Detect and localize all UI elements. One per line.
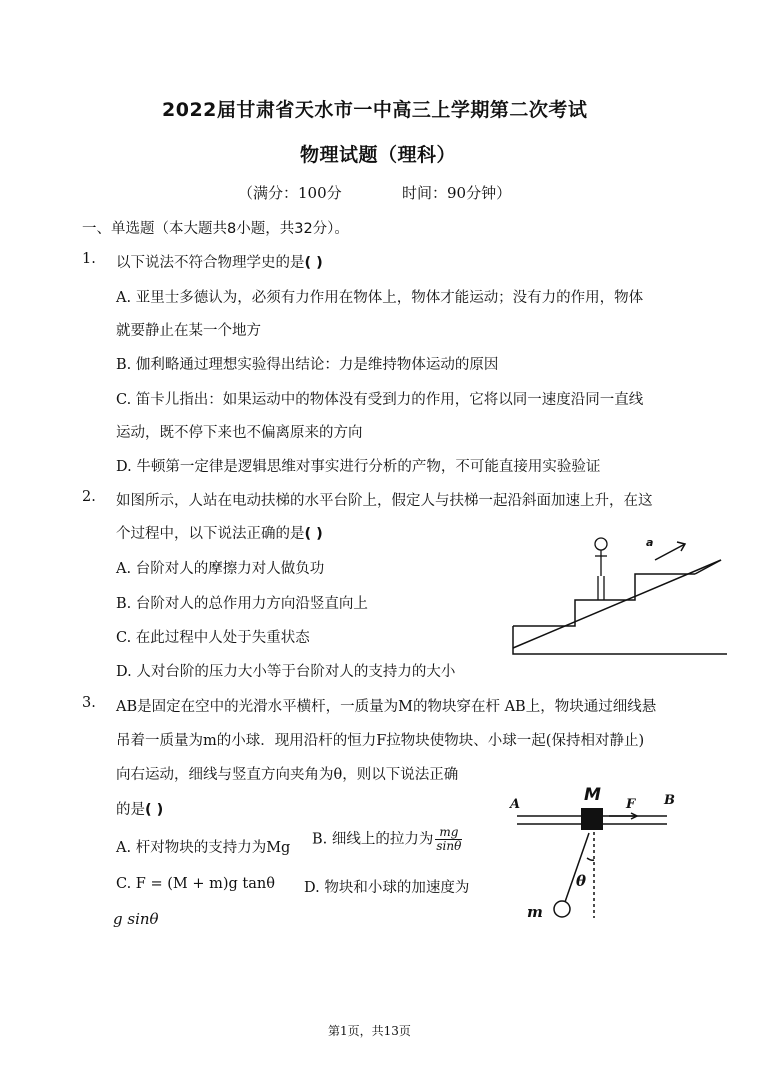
time-info: 时间：90分钟） bbox=[402, 184, 512, 202]
page-footer: 第1页，共13页 bbox=[328, 1024, 411, 1038]
q2-stem: 如图所示，人站在电动扶梯的水平台阶上，假定人与扶梯一起沿斜面加速上升，在这 bbox=[116, 493, 653, 509]
q3-answer-paren: ( ) bbox=[145, 802, 164, 818]
q2-option-d: D. 人对台阶的压力大小等于台阶对人的支持力的大小 bbox=[116, 664, 456, 680]
score-info: （满分：100分 bbox=[238, 184, 342, 202]
q3-option-d-cont: g sinθ bbox=[113, 910, 159, 928]
q3-option-c: C. F = (M + m)g tanθ bbox=[116, 876, 275, 892]
q3-option-a: A. 杆对物块的支持力为Mg bbox=[116, 840, 291, 856]
q1-option-c: C. 笛卡儿指出：如果运动中的物体没有受到力的作用，它将以同一速度沿同一直线 bbox=[116, 392, 644, 408]
q3-option-d: D. 物块和小球的加速度为 bbox=[304, 880, 470, 896]
exam-title: 2022届甘肃省天水市一中高三上学期第二次考试 bbox=[162, 99, 588, 121]
string bbox=[565, 833, 589, 902]
q3-option-b bbox=[312, 826, 462, 853]
fraction-denominator: sinθ bbox=[436, 839, 462, 854]
rod-pendulum-figure bbox=[505, 778, 680, 928]
label-B: B bbox=[664, 793, 675, 808]
block-M bbox=[581, 808, 603, 830]
q2-option-c: C. 在此过程中人处于失重状态 bbox=[116, 630, 310, 646]
label-m: m bbox=[527, 903, 543, 921]
acceleration-label: a bbox=[646, 536, 654, 549]
q2-stem-cont bbox=[116, 522, 323, 543]
q2-stem-text: 个过程中，以下说法正确的是 bbox=[116, 526, 305, 542]
escalator-figure bbox=[505, 530, 735, 660]
escalator-incline bbox=[513, 560, 721, 648]
person-figure bbox=[595, 538, 607, 600]
q3-number: 3. bbox=[82, 695, 96, 711]
fraction-numerator: mg bbox=[435, 826, 462, 840]
q1-number: 1. bbox=[82, 251, 96, 267]
q1-option-d: D. 牛顿第一定律是逻辑思维对事实进行分析的产物，不可能直接用实验验证 bbox=[116, 459, 601, 475]
q3-stem-cont-2: 向右运动，细线与竖直方向夹角为θ，则以下说法正确 bbox=[116, 767, 459, 783]
exam-subtitle: 物理试题（理科） bbox=[300, 144, 457, 166]
q3-stem-text: 的是 bbox=[116, 802, 145, 818]
label-M: M bbox=[584, 785, 601, 805]
label-F: F bbox=[626, 797, 636, 812]
q1-stem-text: 以下说法不符合物理学史的是 bbox=[116, 255, 305, 271]
q1-option-a: A. 亚里士多德认为，必须有力作用在物体上，物体才能运动；没有力的作用，物体 bbox=[116, 290, 644, 306]
angle-arc bbox=[587, 858, 594, 860]
q3-stem: AB是固定在空中的光滑水平横杆，一质量为M的物块穿在杆 AB上，物块通过细线悬 bbox=[116, 699, 657, 715]
escalator-base bbox=[513, 626, 727, 654]
q2-option-a: A. 台阶对人的摩擦力对人做负功 bbox=[116, 561, 325, 577]
acceleration-arrow bbox=[655, 542, 685, 560]
ball-m bbox=[554, 901, 570, 917]
label-A: A bbox=[510, 797, 521, 812]
q3-option-b-text: B. 细线上的拉力为 bbox=[312, 831, 434, 848]
section-heading: 一、单选题（本大题共8小题，共32分）。 bbox=[82, 221, 349, 237]
q1-option-b: B. 伽利略通过理想实验得出结论：力是维持物体运动的原因 bbox=[116, 357, 499, 373]
q2-number: 2. bbox=[82, 489, 96, 505]
q2-answer-paren: ( ) bbox=[304, 526, 323, 542]
q3-stem-cont: 吊着一质量为m的小球．现用沿杆的恒力F拉物块使物块、小球一起(保持相对静止) bbox=[116, 733, 645, 749]
label-theta: θ bbox=[576, 872, 587, 890]
q2-option-b: B. 台阶对人的总作用力方向沿竖直向上 bbox=[116, 596, 368, 612]
q1-option-c-cont: 运动，既不停下来也不偏离原来的方向 bbox=[116, 425, 363, 441]
q3-option-b-fraction bbox=[435, 826, 462, 853]
q1-stem bbox=[116, 251, 323, 272]
q3-stem-cont-3 bbox=[116, 798, 163, 819]
q1-answer-paren: ( ) bbox=[304, 255, 323, 271]
q1-option-a-cont: 就要静止在某一个地方 bbox=[116, 323, 261, 339]
